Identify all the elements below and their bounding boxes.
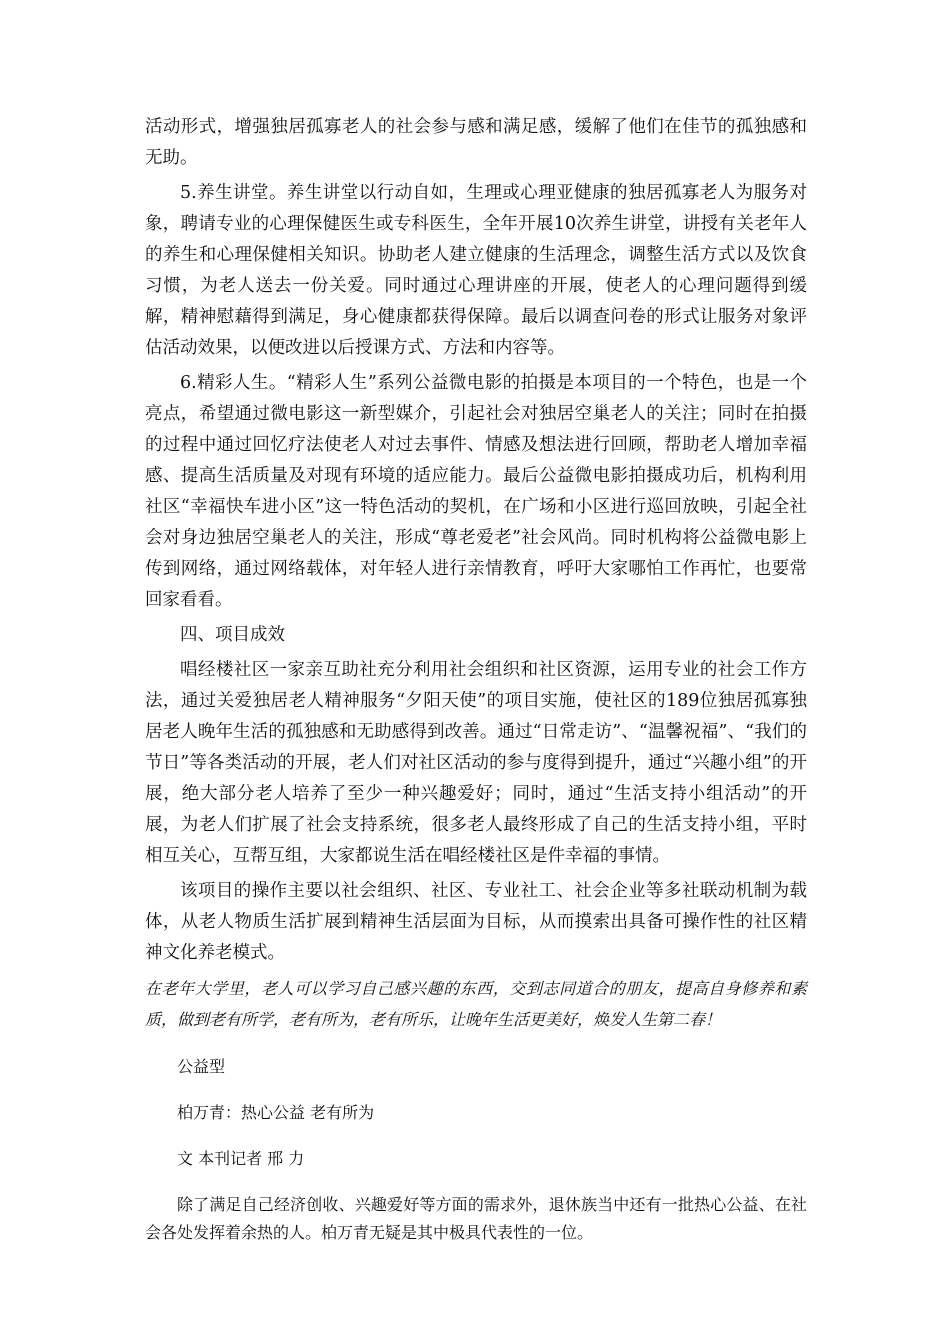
section-heading-project-results: 四、项目成效 [180, 625, 285, 645]
paragraph-health-lectures: 5.养生讲堂。养生讲堂以行动自如，生理或心理亚健康的独居孤寡老人为服务对象，聘请专业的心理保健医生或专科医生，全年开展10次养生讲堂，讲授有关老年人的养生和心理保健相关知识。协助老人建立健康的生活理念，调整生活方式以及饮食习惯，为老人送去一份关爱。同时通过心理讲座的开展，使老人的心理问题得到缓解，精神慰藉得到满足，身心健康都获得保障。最后以调查问卷的形式让服务对象评估活动效果，以便改进以后授课方式、方法和内容等。 [145, 183, 807, 358]
paragraph-continuation: 活动形式，增强独居孤寡老人的社会参与感和满足感，缓解了他们在佳节的孤独感和无助。 [145, 117, 807, 168]
article-body [145, 112, 807, 969]
article-intro: 除了满足自己经济创收、兴趣爱好等方面的需求外，退休族当中还有一批热心公益、在社会各处发挥着余热的人。柏万青无疑是其中极具代表性的一位。 [145, 1195, 807, 1242]
paragraph-project-results: 唱经楼社区一家亲互助社充分利用社会组织和社区资源，运用专业的社会工作方法，通过关爱独居老人精神服务“夕阳天使”的项目实施，使社区的189位独居孤寡独居老人晚年生活的孤独感和无助感得到改善。通过“日常走访”、“温馨祝福”、“我们的节日”等各类活动的开展，老人们对社区活动的参与度得到提升，通过“兴趣小组”的开展，绝大部分老人培养了至少一种兴趣爱好；同时，通过“生活支持小组活动”的开展，为老人们扩展了社会支持系统，很多老人最终形成了自己的生活支持小组，平时相互关心，互帮互组，大家都说生活在唱经楼社区是件幸福的事情。 [145, 660, 807, 866]
paragraph-wonderful-life: 6.精彩人生。“精彩人生”系列公益微电影的拍摄是本项目的一个特色，也是一个亮点，希望通过微电影这一新型媒介，引起社会对独居空巢老人的关注；同时在拍摄的过程中通过回忆疗法使老人对过去事件、情感及想法进行回顾，帮助老人增加幸福感、提高生活质量及对现有环境的适应能力。最后公益微电影拍摄成功后，机构利用社区“幸福快车进小区”这一特色活动的契机，在广场和小区进行巡回放映，引起全社会对身边独居空巢老人的关注，形成“尊老爱老”社会风尚。同时机构将公益微电影上传到网络，通过网络载体，对年轻人进行亲情教育，呼吁大家哪怕工作再忙，也要常回家看看。 [145, 373, 807, 610]
article-headline: 柏万青：热心公益 老有所为 [177, 1103, 375, 1122]
article-byline: 文 本刊记者 邢 力 [177, 1149, 305, 1168]
document-page [145, 112, 807, 1247]
new-article [145, 1053, 807, 1247]
pull-quote: 在老年大学里，老人可以学习自己感兴趣的东西，交到志同道合的朋友，提高自身修养和素质，做到老有所学，老有所为，老有所乐，让晚年生活更美好，焕发人生第二春！ [145, 979, 807, 1029]
paragraph-project-model: 该项目的操作主要以社会组织、社区、专业社工、社会企业等多社联动机制为载体，从老人物质生活扩展到精神生活层面为目标，从而摸索出具备可操作性的社区精神文化养老模式。 [145, 881, 807, 963]
section-label: 公益型 [177, 1057, 226, 1076]
